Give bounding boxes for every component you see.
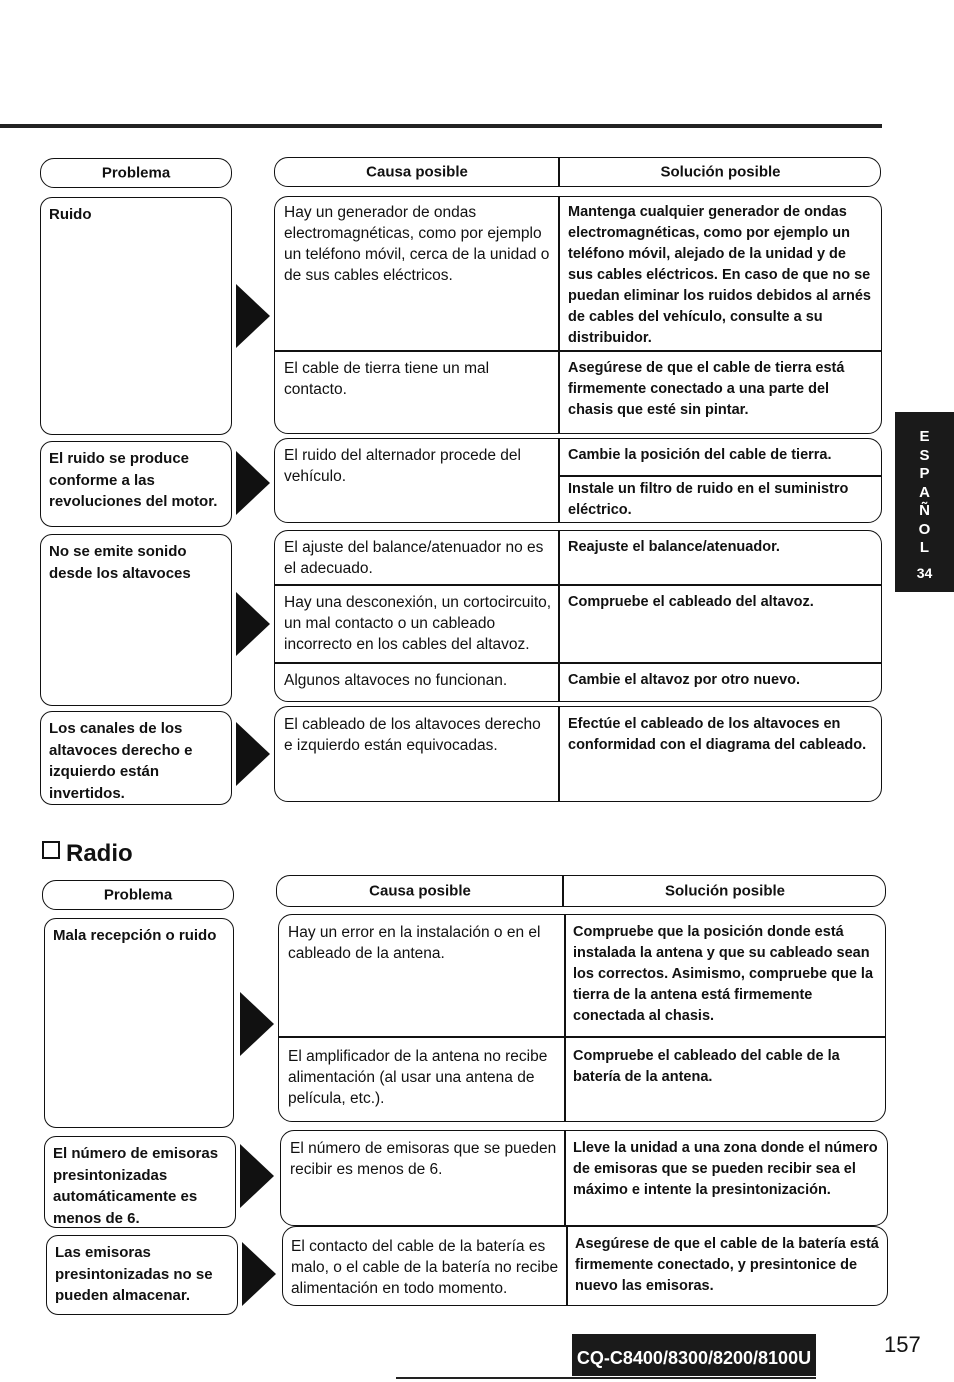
solution-cell: Instale un filtro de ruido en el suministro eléctrico.	[568, 481, 849, 518]
problem-ruido: Ruido	[40, 197, 232, 435]
header-divider	[562, 876, 564, 906]
row-divider	[275, 662, 881, 664]
radio-section-title: Radio	[42, 840, 133, 868]
solution-cell: Compruebe el cableado del cable de la batería de la antena.	[573, 1048, 840, 1085]
page-number: 157	[884, 1332, 921, 1357]
cause-cell: El cable de tierra tiene un mal contacto.	[284, 360, 490, 398]
side-tab-page: 34	[916, 565, 933, 581]
solution-cell: Mantenga cualquier generador de ondas electromagnéticas, como por ejemplo un teléfono móvil, alejado de la unidad y de sus cables eléctricos. En caso de que no se puedan eliminar los ruidos debidos al arnés de cables del vehículo, consulte a su distribuidor.	[568, 204, 871, 346]
problem-motor-noise: El ruido se produce conforme a las revoluciones del motor.	[40, 441, 232, 527]
arrow-icon	[236, 592, 270, 656]
arrow-icon	[236, 722, 270, 786]
problem-header: Problema	[40, 158, 232, 188]
cause-solution-header: Causa posible Solución posible	[276, 875, 886, 907]
problem-header: Problema	[42, 880, 234, 910]
solution-cell: Compruebe que la posición donde está instalada la antena y que su cableado sean los correctos. Asimismo, compruebe que la tierra de la antena está firmemente conectada al chasis.	[573, 924, 874, 1024]
problem-channels-inverted: Los canales de los altavoces derecho e izquierdo están invertidos.	[40, 711, 232, 805]
solution-cell: Asegúrese de que el cable de tierra está firmemente conectado a una parte del chasis que esté sin pintar.	[568, 360, 845, 418]
cause-cell: Algunos altavoces no funcionan.	[284, 672, 508, 689]
solution-cell: Asegúrese de que el cable de la batería está firmemente conectado, y presintonice de nuevo las emisoras.	[575, 1236, 879, 1294]
solution-cell: Cambie el altavoz por otro nuevo.	[568, 672, 801, 688]
checkbox-square-icon	[42, 841, 60, 859]
solution-cell: Reajuste el balance/atenuador.	[568, 539, 780, 555]
cause-cell: Hay un error en la instalación o en el cableado de la antena.	[288, 924, 541, 962]
problem-bad-reception: Mala recepción o ruido	[44, 918, 234, 1128]
model-badge: CQ-C8400/8300/8200/8100U	[572, 1334, 816, 1376]
row-divider	[279, 1036, 885, 1038]
cause-cell: El amplificador de la antena no recibe alimentación (al usar una antena de película, etc.).	[288, 1048, 548, 1107]
cause-cell: El contacto del cable de la batería es malo, o el cable de la batería no recibe alimentación en todo momento.	[291, 1238, 559, 1297]
solution-cell: Efectúe el cableado de los altavoces en conformidad con el diagrama del cableado.	[568, 716, 867, 753]
cause-cell: El cableado de los altavoces derecho e izquierdo están equivocadas.	[284, 716, 541, 754]
arrow-icon	[240, 992, 274, 1056]
arrow-icon	[240, 1144, 274, 1208]
problem-fewer-stations: El número de emisoras presintonizadas automáticamente es menos de 6.	[44, 1136, 236, 1228]
problem-cannot-store: Las emisoras presintonizadas no se pueden almacenar.	[46, 1235, 238, 1315]
cause-cell: El ajuste del balance/atenuador no es el adecuado.	[284, 539, 544, 577]
row-divider	[275, 350, 881, 352]
row-divider	[275, 584, 881, 586]
solution-cell: Cambie la posición del cable de tierra.	[568, 447, 832, 463]
cause-cell: Hay una desconexión, un cortocircuito, un mal contacto o un cableado incorrecto en los cables del altavoz.	[284, 594, 552, 653]
cause-solution-header: Causa posible Solución posible	[274, 157, 881, 187]
cause-cell: El número de emisoras que se pueden recibir es menos de 6.	[290, 1140, 557, 1178]
arrow-icon	[242, 1242, 276, 1306]
bottom-rule	[396, 1377, 816, 1379]
arrow-icon	[236, 284, 270, 348]
language-side-tab	[895, 412, 954, 592]
problem-no-sound: No se emite sonido desde los altavoces	[40, 534, 232, 706]
top-rule	[0, 124, 882, 128]
solution-cell: Compruebe el cableado del altavoz.	[568, 594, 814, 610]
solution-cell: Lleve la unidad a una zona donde el número de emisoras que se pueden recibir sea el máximo e intente la presintonización.	[573, 1140, 878, 1198]
header-divider	[558, 158, 560, 186]
arrow-icon	[236, 451, 270, 515]
side-tab-letters: E S P A Ñ O L	[918, 428, 931, 556]
cause-cell: El ruido del alternador procede del vehículo.	[284, 447, 521, 485]
cause-cell: Hay un generador de ondas electromagnéticas, como por ejemplo un teléfono móvil, cerca de la unidad o de sus cables eléctricos.	[284, 204, 550, 284]
